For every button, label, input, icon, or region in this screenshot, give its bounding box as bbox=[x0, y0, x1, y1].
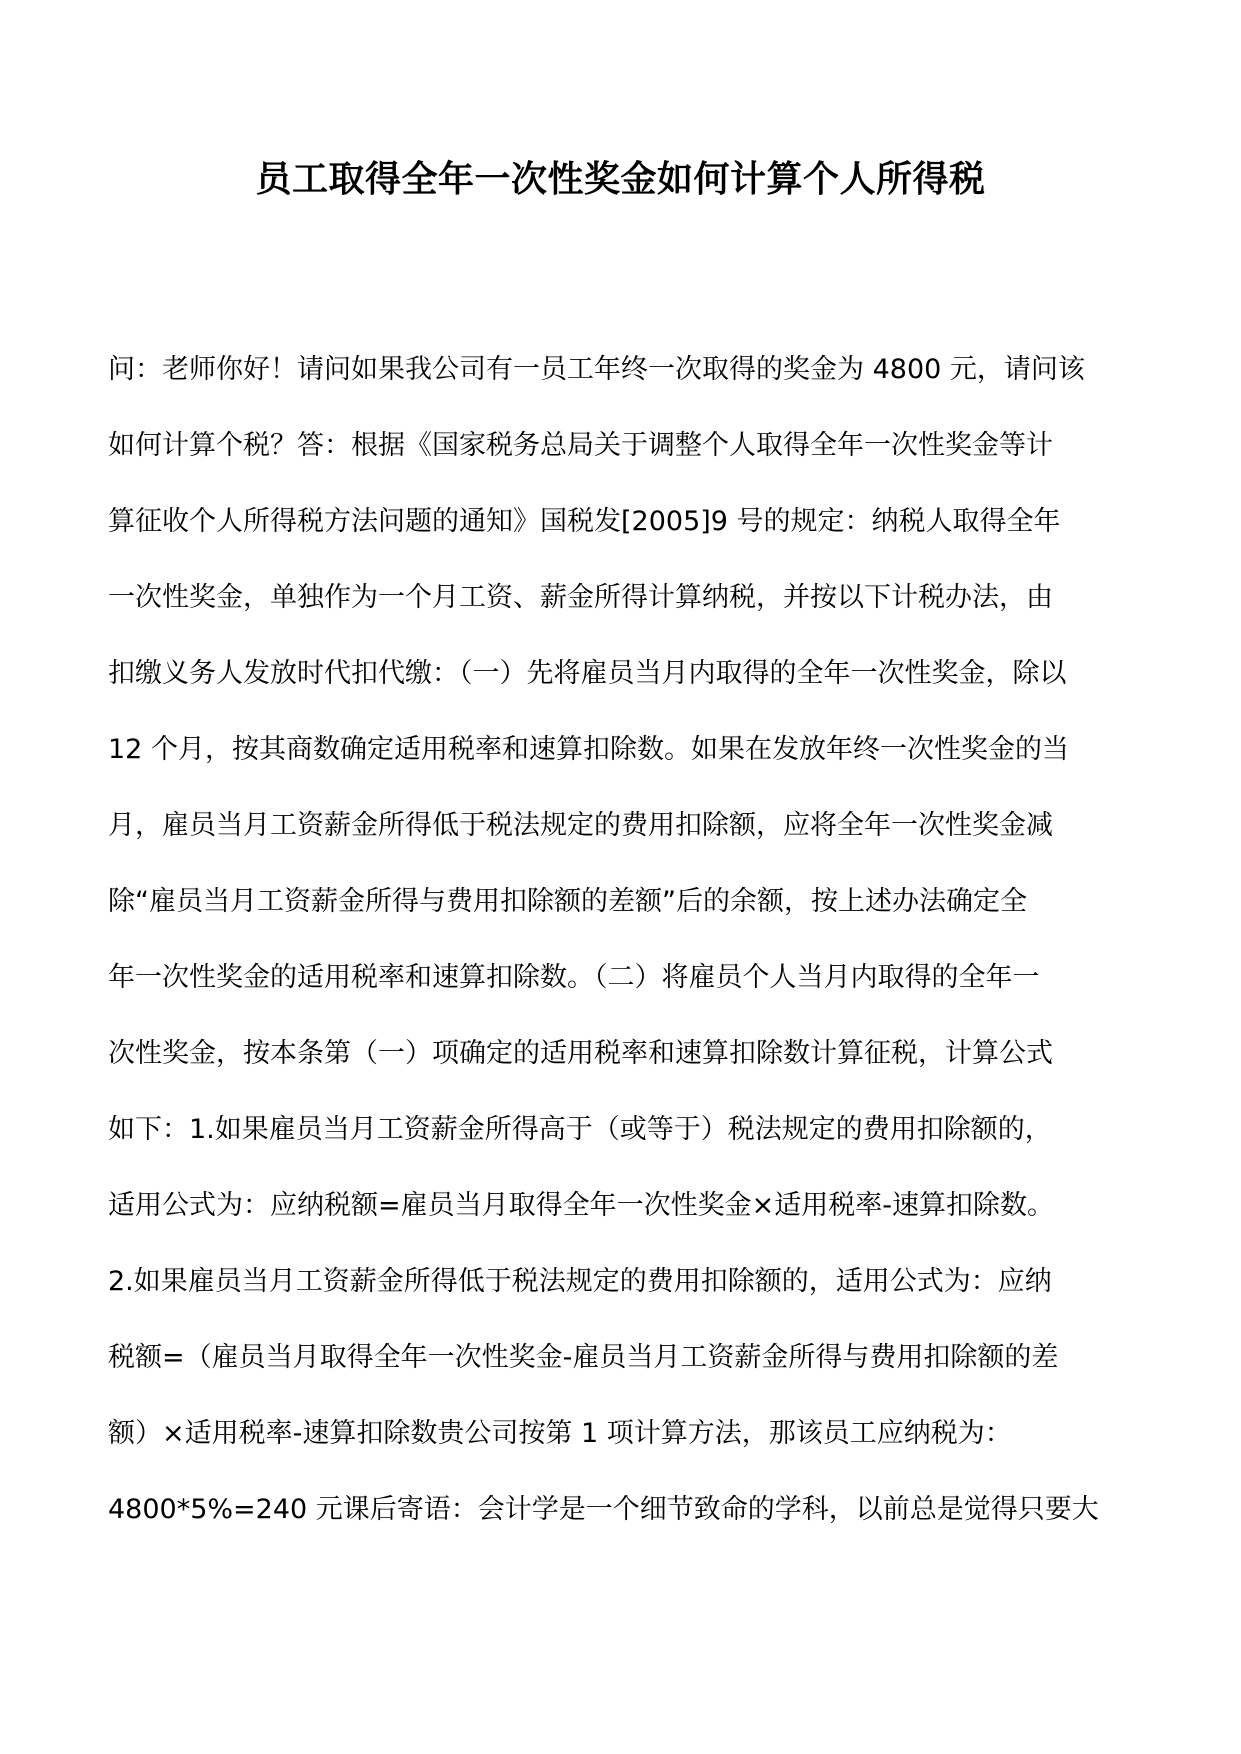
body-line: 如下：1.如果雇员当月工资薪金所得高于（或等于）税法规定的费用扣除额的， bbox=[108, 1114, 1052, 1145]
body-line: 月，雇员当月工资薪金所得低于税法规定的费用扣除额，应将全年一次性奖金减 bbox=[108, 810, 1053, 841]
body-line: 4800*5%=240 元课后寄语：会计学是一个细节致命的学科，以前总是觉得只要大 bbox=[108, 1494, 1099, 1525]
body-line: 扣缴义务人发放时代扣代缴：（一）先将雇员当月内取得的全年一次性奖金，除以 bbox=[108, 658, 1067, 689]
body-line: 额）×适用税率-速算扣除数贵公司按第 1 项计算方法，那该员工应纳税为： bbox=[108, 1418, 1012, 1449]
body-line: 适用公式为：应纳税额=雇员当月取得全年一次性奖金×适用税率-速算扣除数。 bbox=[108, 1190, 1054, 1221]
body-line: 12 个月，按其商数确定适用税率和速算扣除数。如果在发放年终一次性奖金的当 bbox=[108, 734, 1069, 765]
document-body bbox=[108, 344, 1148, 1560]
body-line: 问：老师你好！请问如果我公司有一员工年终一次取得的奖金为 4800 元，请问该 bbox=[108, 354, 1085, 385]
body-line: 次性奖金，按本条第（一）项确定的适用税率和速算扣除数计算征税，计算公式 bbox=[108, 1038, 1053, 1069]
body-line: 如何计算个税？答：根据《国家税务总局关于调整个人取得全年一次性奖金等计 bbox=[108, 430, 1053, 461]
body-line: 一次性奖金，单独作为一个月工资、薪金所得计算纳税，并按以下计税办法，由 bbox=[108, 582, 1053, 613]
body-line: 税额=（雇员当月取得全年一次性奖金-雇员当月工资薪金所得与费用扣除额的差 bbox=[108, 1342, 1059, 1373]
body-line: 2.如果雇员当月工资薪金所得低于税法规定的费用扣除额的，适用公式为：应纳 bbox=[108, 1266, 1052, 1297]
body-line: 算征收个人所得税方法问题的通知》国税发[2005]9 号的规定：纳税人取得全年 bbox=[108, 506, 1061, 537]
body-line: 除“雇员当月工资薪金所得与费用扣除额的差额”后的余额，按上述办法确定全 bbox=[108, 886, 1027, 917]
document-title: 员工取得全年一次性奖金如何计算个人所得税 bbox=[255, 159, 986, 200]
body-line: 年一次性奖金的适用税率和速算扣除数。（二）将雇员个人当月内取得的全年一 bbox=[108, 962, 1040, 993]
